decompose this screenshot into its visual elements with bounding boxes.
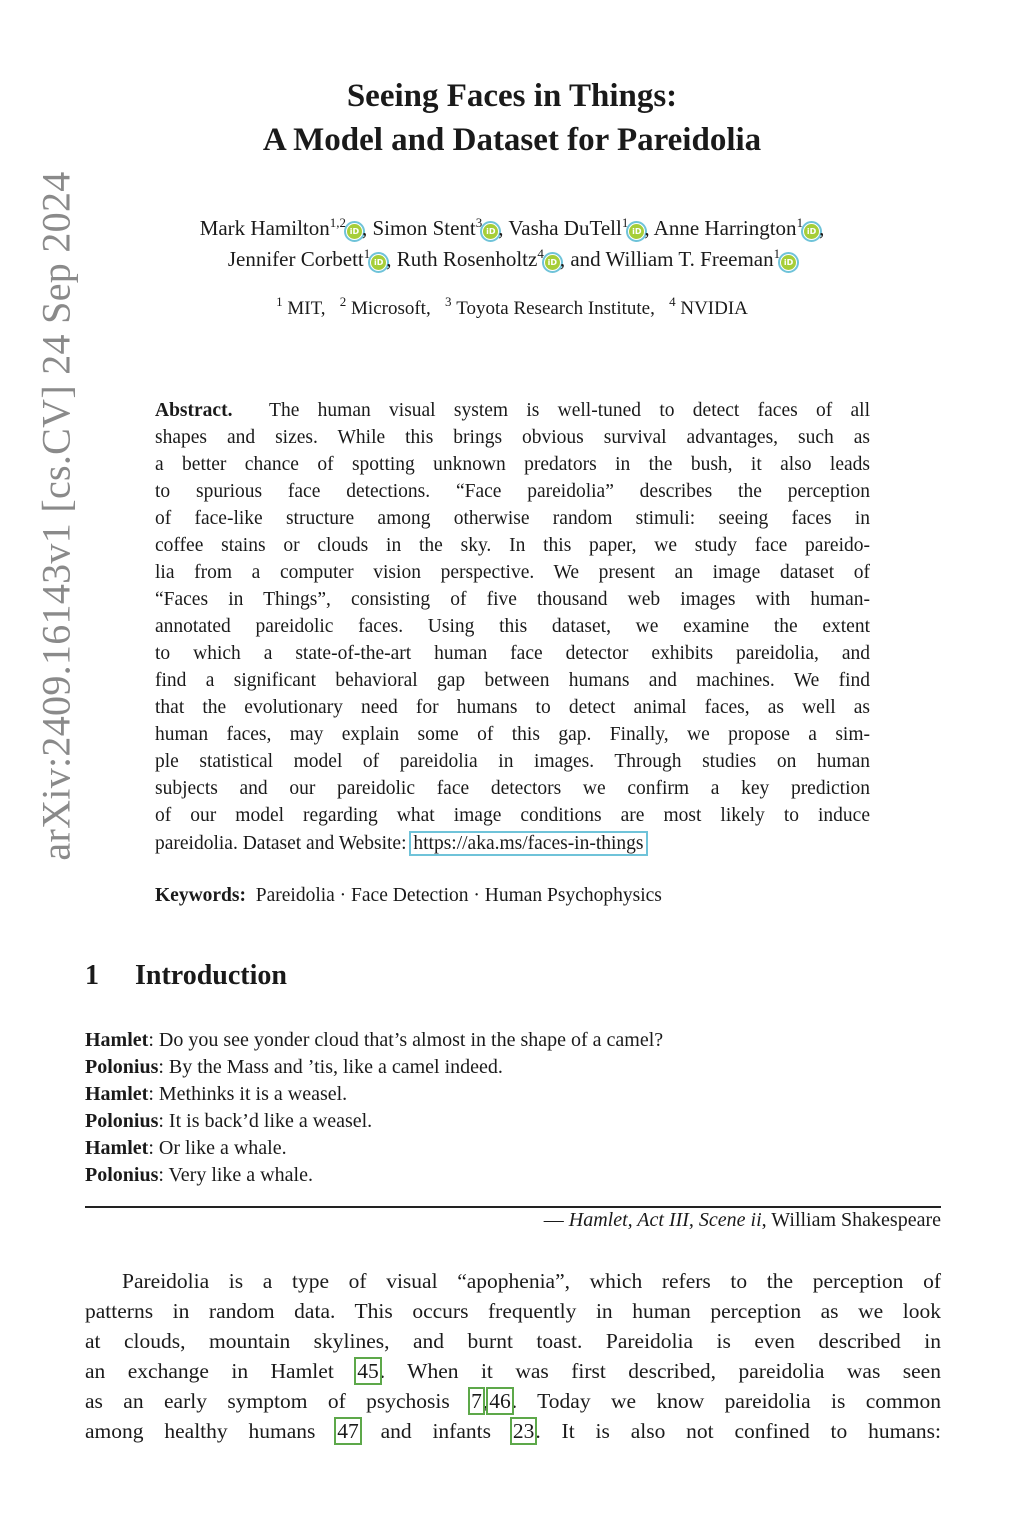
author-affil-sup: 1: [773, 246, 781, 261]
affil-name: Microsoft: [351, 298, 426, 319]
abstract-line: subjects and our pareidolic face detectors we confirm a key prediction: [155, 778, 870, 799]
citation-link[interactable]: 46: [489, 1389, 511, 1413]
affil-sup: 3: [444, 294, 452, 309]
abstract-line: [155, 830, 870, 857]
section-heading: [85, 960, 287, 992]
orcid-icon[interactable]: iD: [347, 224, 362, 239]
author-affil-sup: 4: [537, 246, 544, 261]
abstract-line: [155, 397, 870, 424]
body-text: an exchange in Hamlet: [85, 1359, 357, 1383]
dialog-speaker: Polonius: [85, 1110, 159, 1132]
author-affil-sup: 3: [475, 215, 483, 230]
attribution-author: , William Shakespeare: [761, 1209, 941, 1231]
citation-link[interactable]: 7: [471, 1389, 482, 1413]
abstract-line: lia from a computer vision perspective. We present an image dataset of: [155, 562, 870, 583]
attribution-work: Hamlet, Act III, Scene ii: [568, 1209, 762, 1231]
abstract-text: The human visual system is well-tuned to detect faces of all: [269, 400, 871, 421]
dialog-speaker: Polonius: [85, 1164, 159, 1186]
author-list-line-2: Jennifer Corbett$^1$iD , Ruth Rosenholtz$^4$iD , and William T. Freeman$^1$iD: [0, 247, 1024, 272]
dialog-line: [85, 1110, 372, 1133]
epigraph-attribution: [544, 1209, 941, 1232]
website-link[interactable]: https://aka.ms/faces-in-things: [413, 833, 644, 854]
section-title: Introduction: [135, 960, 287, 991]
author-name: Mark Hamilton: [199, 216, 330, 240]
citation-link[interactable]: 45: [357, 1359, 379, 1383]
abstract-line: to spurious face detections. “Face pareidolia” describes the perception: [155, 481, 870, 502]
author-name: Ruth Rosenholtz: [396, 247, 538, 271]
keywords: [155, 885, 662, 907]
author-name: Jennifer Corbett: [227, 247, 364, 271]
author-affil-sup: 1,2: [329, 215, 346, 230]
body-text: among healthy humans: [85, 1419, 337, 1443]
orcid-icon[interactable]: iD: [545, 255, 560, 270]
body-text: . It is also not confined to humans:: [535, 1419, 941, 1443]
keywords-text: Pareidolia · Face Detection · Human Psychophysics: [255, 885, 662, 906]
dialog-line: [85, 1056, 503, 1079]
citation-link[interactable]: 47: [337, 1419, 359, 1443]
abstract-line: human faces, may explain some of this gap. Finally, we propose a sim-: [155, 724, 870, 745]
author-name: Vasha DuTell: [508, 216, 622, 240]
dialog-text: : Very like a whale.: [158, 1164, 313, 1186]
author-prefix: and: [570, 247, 606, 271]
dialog-speaker: Hamlet: [85, 1083, 149, 1105]
abstract-line: of our model regarding what image conditions are most likely to induce: [155, 805, 870, 826]
paper-title-line-1: Seeing Faces in Things:: [346, 78, 678, 114]
dialog-line: [85, 1083, 347, 1106]
affil-name: MIT: [287, 298, 321, 319]
abstract-line: shapes and sizes. While this brings obvious survival advantages, such as: [155, 427, 870, 448]
dialog-line: [85, 1164, 313, 1187]
dialog-line: [85, 1029, 663, 1052]
body-line: [85, 1416, 941, 1446]
attribution-dash: —: [543, 1209, 569, 1231]
dialog-speaker: Polonius: [85, 1056, 159, 1078]
dialog-text: : Or like a whale.: [148, 1137, 287, 1159]
body-line: as an early symptom of psychosis 7,46. Today we know pareidolia is common: [85, 1389, 941, 1413]
abstract-label: Abstract.: [155, 400, 233, 421]
body-line: patterns in random data. This occurs frequently in human perception as we look: [85, 1299, 941, 1323]
body-text: and infants: [359, 1419, 512, 1443]
abstract-line: annotated pareidolic faces. Using this dataset, we examine the extent: [155, 616, 870, 637]
body-text: as an early symptom of psychosis: [85, 1389, 471, 1413]
epigraph-rule: [85, 1206, 941, 1208]
paper-title-line-2: A Model and Dataset for Pareidolia: [262, 122, 762, 158]
orcid-icon[interactable]: iD: [483, 224, 498, 239]
abstract-line: find a significant behavioral gap between humans and machines. We find: [155, 670, 870, 691]
dialog-line: [85, 1137, 287, 1160]
author-affil-sup: 1: [796, 215, 804, 230]
author-name: William T. Freeman: [605, 247, 774, 271]
author-name: Simon Stent: [372, 216, 476, 240]
affiliations: $^1$ MIT, $^2$ Microsoft, $^3$ Toyota Research Institute, $^4$ NVIDIA: [276, 294, 748, 319]
orcid-icon[interactable]: iD: [781, 255, 796, 270]
body-text: . Today we know pareidolia is common: [511, 1389, 941, 1413]
abstract-line: coffee stains or clouds in the sky. In this paper, we study face pareido-: [155, 535, 870, 556]
affil-sup: 1: [276, 294, 283, 309]
affil-sup: 4: [669, 294, 676, 309]
dialog-text: : By the Mass and ’tis, like a camel indeed.: [158, 1056, 503, 1078]
abstract-line: ple statistical model of pareidolia in images. Through studies on human: [155, 751, 870, 772]
section-number: 1: [85, 960, 99, 991]
body-line: Pareidolia is a type of visual “apophenia”, which refers to the perception of: [122, 1269, 941, 1293]
dialog-speaker: Hamlet: [85, 1137, 149, 1159]
dialog-text: : It is back’d like a weasel.: [158, 1110, 373, 1132]
abstract-line: to which a state-of-the-art human face detector exhibits pareidolia, and: [155, 643, 870, 664]
affil-name: NVIDIA: [680, 298, 748, 319]
abstract-text: pareidolia. Dataset and Website:: [155, 833, 407, 854]
author-affil-sup: 1: [621, 215, 629, 230]
author-name: Anne Harrington: [653, 216, 797, 240]
body-line: at clouds, mountain skylines, and burnt toast. Pareidolia is even described in: [85, 1329, 941, 1353]
affil-sup: 2: [339, 294, 347, 309]
body-text: . When it was first described, pareidolia was seen: [379, 1359, 941, 1383]
citation-link[interactable]: 23: [512, 1419, 535, 1443]
dialog-speaker: Hamlet: [85, 1029, 149, 1051]
orcid-icon[interactable]: iD: [371, 255, 386, 270]
orcid-icon[interactable]: iD: [629, 224, 644, 239]
abstract-line: of face-like structure among otherwise random stimuli: seeing faces in: [155, 508, 870, 529]
arxiv-stamp: arXiv:2409.16143v1 [cs.CV] 24 Sep 2024: [33, 171, 79, 861]
affil-name: Toyota Research Institute: [456, 298, 651, 319]
abstract-line: a better chance of spotting unknown predators in the bush, it also leads: [155, 454, 870, 475]
body-line: [85, 1356, 941, 1386]
dialog-text: : Methinks it is a weasel.: [148, 1083, 348, 1105]
dialog-text: : Do you see yonder cloud that’s almost in the shape of a camel?: [148, 1029, 664, 1051]
keywords-label: Keywords:: [155, 885, 246, 906]
author-affil-sup: 1: [363, 246, 371, 261]
abstract-line: that the evolutionary need for humans to detect animal faces, as well as: [155, 697, 870, 718]
orcid-icon[interactable]: iD: [804, 224, 819, 239]
author-list-line-1: Mark Hamilton$^{1,2}$iD , Simon Stent$^3$iD , Vasha DuTell$^1$iD , Anne Harrington$^1$iD ,: [199, 215, 825, 240]
abstract-line: “Faces in Things”, consisting of five thousand web images with human-: [155, 589, 870, 610]
